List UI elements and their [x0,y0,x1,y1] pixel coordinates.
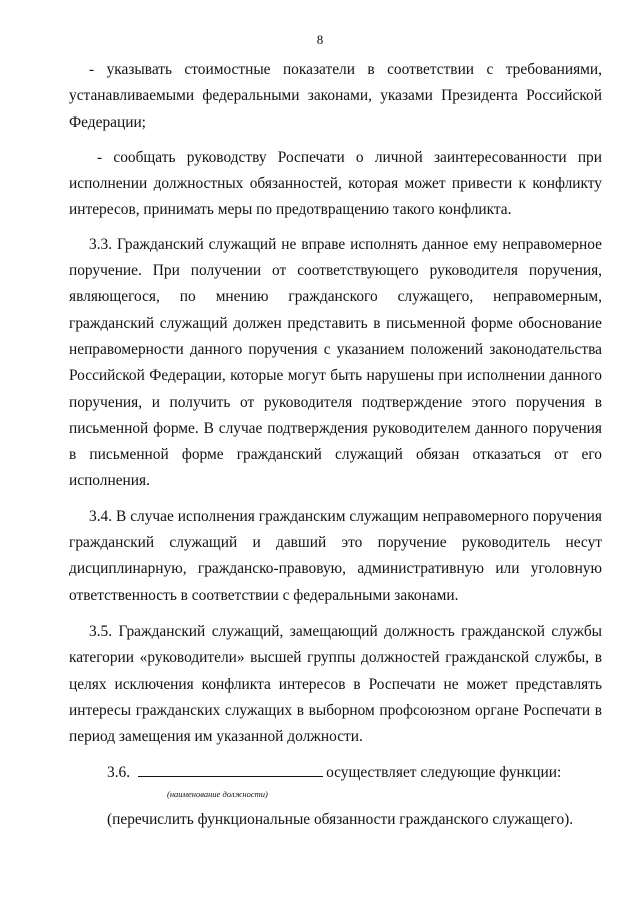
position-name-blank [138,762,323,777]
paragraph-3-3: 3.3. Гражданский служащий не вправе исполнять данное ему неправомерное поручение. При получении от соответствующего руководителя поручения, являющегося, по мнению гражданского служащего, неправомерным, гражданский служащий должен представить в письменной форме обоснование неправомерности данного поручения с указанием положений законодательства Российской Федерации, которые могут быть нарушены при исполнении данного поручения, и получить от руководителя подтверждение этого поручения в письменной форме. В случае подтверждения руководителем данного поручения в письменной форме гражданский служащий обязан отказаться от его исполнения. [69,235,602,490]
paragraph-3-5: 3.5. Гражданский служащий, замещающий должность гражданской службы категории «руководители» высшей группы должностей гражданской службы, в целях исключения конфликта интересов в Роспечати не может представлять интересы гражданских служащих в выборном профсоюзном органе Роспечати в период замещения им указанной должности. [69,622,602,746]
position-name-caption: (наименование должности) [167,788,268,799]
functions-suffix: осуществляет следующие функции: [326,764,562,782]
functions-line [69,760,602,786]
functions-number: 3.6. [107,764,131,782]
paragraph-conflict-of-interest: - сообщать руководству Роспечати о личной заинтересованности при исполнении должностных обязанностей, которая может привести к конфликту интересов, принимать меры по предотвращению такого конфликта. [69,148,602,219]
functions-note: (перечислить функциональные обязанности гражданского служащего). [107,810,574,828]
document-body [69,57,602,833]
paragraph-cost-indicators: - указывать стоимостные показатели в соответствии с требованиями, устанавливаемыми федеральными законами, указами Президента Российской Федерации; [69,61,602,131]
page-number: 8 [316,32,324,47]
paragraph-3-4: 3.4. В случае исполнения гражданским служащим неправомерного поручения гражданский служащий и давший это поручение руководитель несут дисциплинарную, гражданско-правовую, административную или уголовную ответственность в соответствии с федеральными законами. [69,507,602,604]
